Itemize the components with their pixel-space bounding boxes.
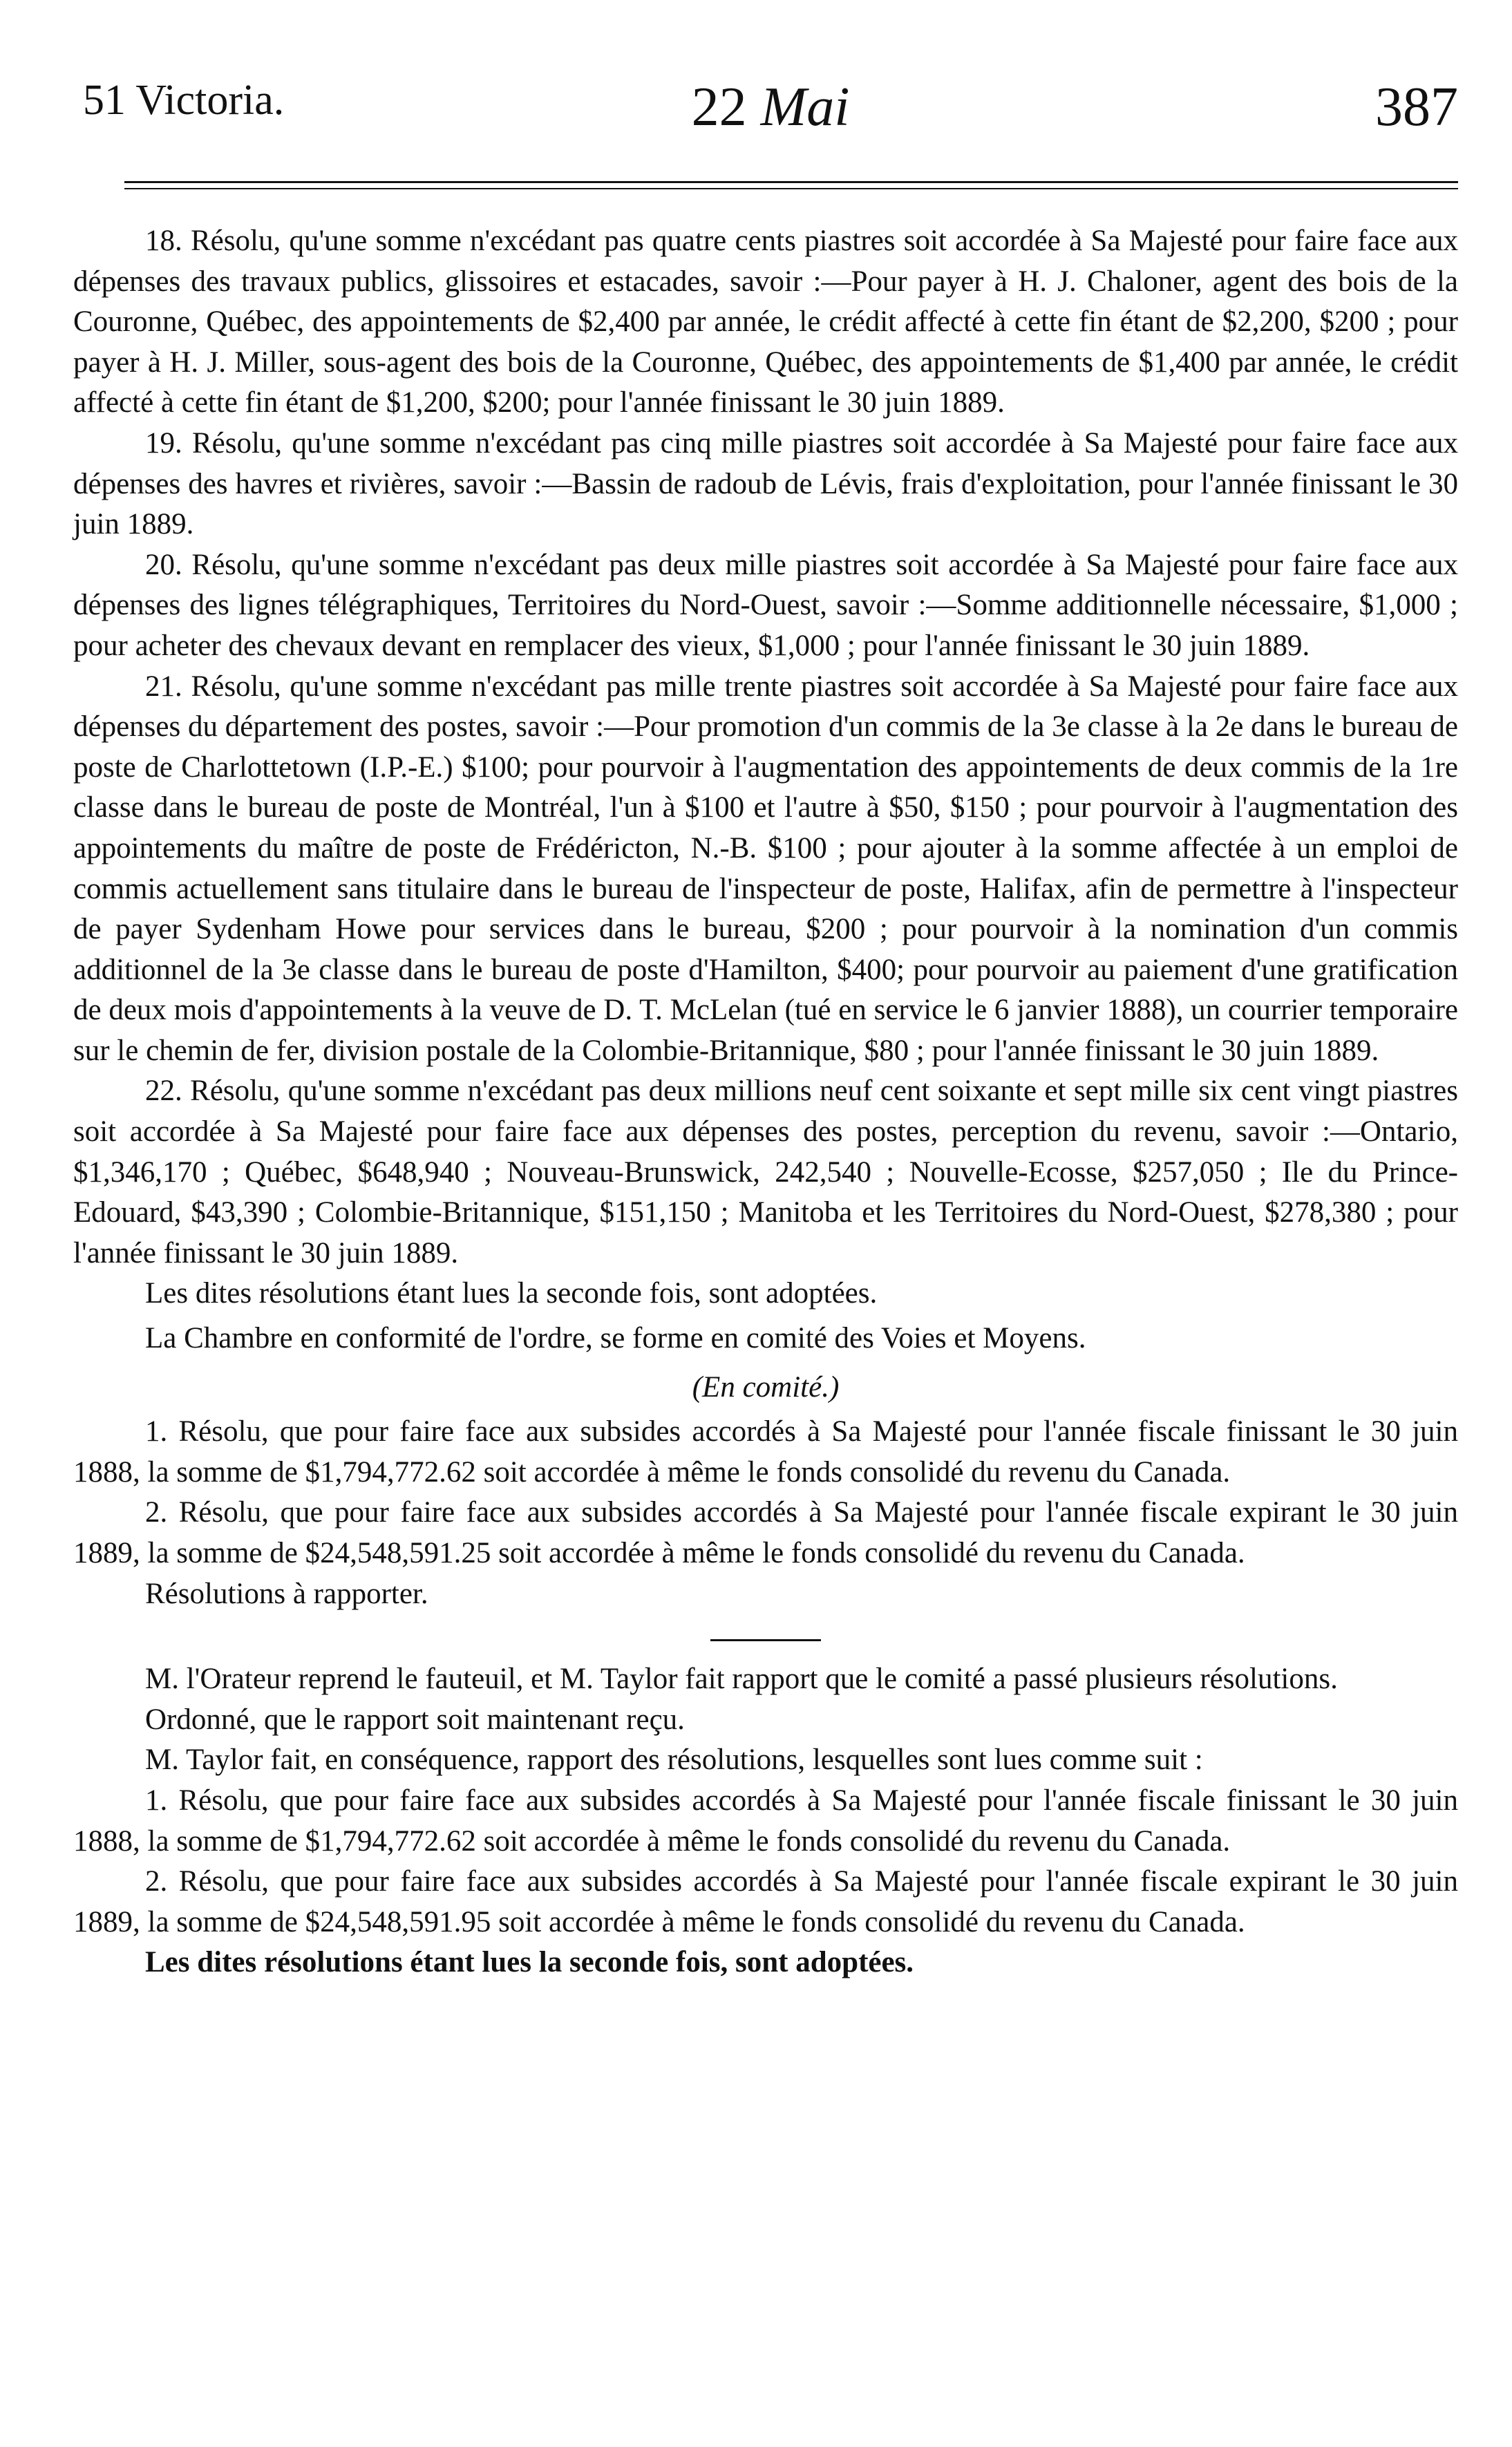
resolution-20: 20. Résolu, qu'une somme n'excédant pas deux mille piastres soit accordée à Sa Majesté pour faire face aux dépenses des lignes télégraphiques, Territoires du Nord-Ouest, savoir :—Somme additionnelle nécessaire, $1,000 ; pour acheter des chevaux devant en remplacer des vieux, $1,000 ; pour l'année finissant le 30 juin 1889. <box>73 548 1458 662</box>
resolution-18: 18. Résolu, qu'une somme n'excédant pas quatre cents piastres soit accordée à Sa Majesté pour faire face aux dépenses des travaux publics, glissoires et estacades, savoir :—Pour payer à H. J. Chaloner, agent des bois de la Couronne, Québec, des appointements de $2,400 par année, le crédit affecté à cette fin étant de $2,200, $200 ; pour payer à H. J. Miller, sous-agent des bois de la Couronne, Québec, des appointements de $1,400 par année, le crédit affecté à cette fin étant de $1,200, $200; pour l'année finissant le 30 juin 1889. <box>73 225 1458 419</box>
committee-resolution-1: 1. Résolu, que pour faire face aux subsides accordés à Sa Majesté pour l'année fiscale finissant le 30 juin 1888, la somme de $1,794,772.62 soit accordée à même le fonds consolidé du revenu du Canada. <box>73 1415 1458 1489</box>
date-month: Mai <box>760 77 850 138</box>
adoption-note: Les dites résolutions étant lues la seconde fois, sont adoptées. <box>145 1277 878 1310</box>
header-rule-bottom <box>124 188 1458 189</box>
page-number: 387 <box>1375 77 1458 138</box>
resolution-19: 19. Résolu, qu'une somme n'excédant pas cinq mille piastres soit accordée à Sa Majesté pour faire face aux dépenses des havres et rivières, savoir :—Bassin de radoub de Lévis, frais d'exploitation, pour l'année finissant le 30 juin 1889. <box>73 426 1458 541</box>
committee-label: (En comité.) <box>692 1370 840 1404</box>
section-divider <box>710 1639 821 1641</box>
resolutions-to-report: Résolutions à rapporter. <box>145 1577 428 1610</box>
committee-resolution-2: 2. Résolu, que pour faire face aux subsides accordés à Sa Majesté pour l'année fiscale expirant le 30 juin 1889, la somme de $24,548,591.25 soit accordée à même le fonds consolidé du revenu du Canada. <box>73 1496 1458 1569</box>
session-label: 51 Victoria. <box>83 77 285 124</box>
report-resolution-1: 1. Résolu, que pour faire face aux subsides accordés à Sa Majesté pour l'année fiscale finissant le 30 juin 1888, la somme de $1,794,772.62 soit accordée à même le fonds consolidé du revenu du Canada. <box>73 1784 1458 1858</box>
report-resolution-2: 2. Résolu, que pour faire face aux subsides accordés à Sa Majesté pour l'année fiscale expirant le 30 juin 1889, la somme de $24,548,591.95 soit accordée à même le fonds consolidé du revenu du Canada. <box>73 1865 1458 1938</box>
report-ordered: Ordonné, que le rapport soit maintenant reçu. <box>145 1703 685 1736</box>
report-read: M. Taylor fait, en conséquence, rapport des résolutions, lesquelles sont lues comme suit : <box>145 1744 1203 1777</box>
speaker-resumes: M. l'Orateur reprend le fauteuil, et M. Taylor fait rapport que le comité a passé plusieurs résolutions. <box>145 1663 1338 1696</box>
final-adoption: Les dites résolutions étant lues la seconde fois, sont adoptées. <box>145 1946 914 1979</box>
header-rule-top <box>124 181 1458 183</box>
page-date <box>83 76 1458 139</box>
resolution-22: 22. Résolu, qu'une somme n'excédant pas deux millions neuf cent soixante et sept mille six cent vingt piastres soit accordée à Sa Majesté pour faire face aux dépenses des postes, perception du revenu, savoir :—Ontario, $1,346,170 ; Québec, $648,940 ; Nouveau-Brunswick, 242,540 ; Nouvelle-Ecosse, $257,050 ; Ile du Prince-Edouard, $43,390 ; Colombie-Britannique, $151,150 ; Manitoba et les Territoires du Nord-Ouest, $278,380 ; pour l'année finissant le 30 juin 1889. <box>73 1075 1458 1269</box>
page-body <box>73 221 1458 1983</box>
resolution-21: 21. Résolu, qu'une somme n'excédant pas mille trente piastres soit accordée à Sa Majesté pour faire face aux dépenses du département des postes, savoir :—Pour promotion d'un commis de la 3e classe à la 2e dans le bureau de poste de Charlottetown (I.P.-E.) $100; pour pourvoir à l'augmentation des appointements de deux commis de la 1re classe dans le bureau de poste de Montréal, l'un à $100 et l'autre à $50, $150 ; pour pourvoir à l'augmentation des appointements du maître de poste de Frédéricton, N.-B. $100 ; pour ajouter à la somme affectée à un emploi de commis actuellement sans titulaire dans le bureau de l'inspecteur de poste, Halifax, afin de permettre à l'inspecteur de payer Sydenham Howe pour services dans le bureau, $200 ; pour pourvoir à la nomination d'un commis additionnel de la 3e classe dans le bureau de poste d'Hamilton, $400; pour pourvoir au paiement d'une gratification de deux mois d'appointements à la veuve de D. T. McLelan (tué en service le 6 janvier 1888), un courrier temporaire sur le chemin de fer, division postale de la Colombie-Britannique, $80 ; pour l'année finissant le 30 juin 1889. <box>73 670 1458 1067</box>
page-header <box>83 76 1458 145</box>
committee-intro: La Chambre en conformité de l'ordre, se forme en comité des Voies et Moyens. <box>145 1322 1086 1355</box>
date-day: 22 <box>691 77 747 138</box>
